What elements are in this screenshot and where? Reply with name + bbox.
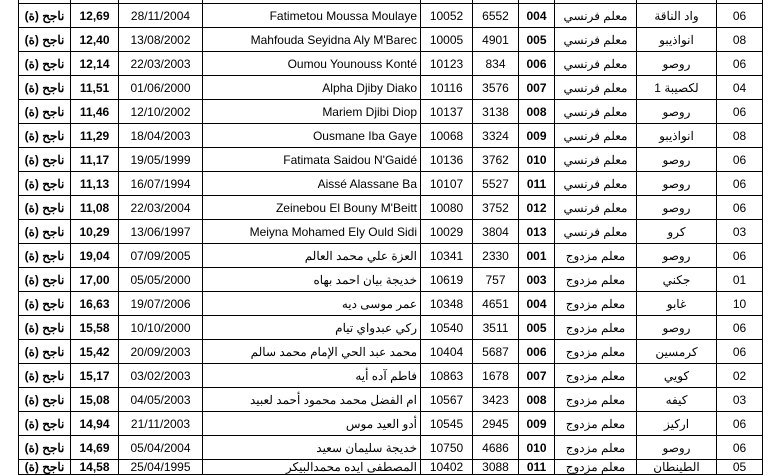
cell-score: 11,46 <box>71 100 119 124</box>
cell-num2: 4901 <box>473 28 519 52</box>
cell-center: روصو <box>637 316 717 340</box>
cell-type: معلم مزدوج <box>555 412 637 436</box>
cell-score: 11,51 <box>71 76 119 100</box>
table-row <box>19 28 763 52</box>
cell-score: 12,14 <box>71 52 119 76</box>
cell-date: 19/05/1999 <box>119 148 203 172</box>
cell-status: ناجح (ة) <box>19 172 71 196</box>
table-row <box>19 436 763 460</box>
cell-rank: 003 <box>519 268 555 292</box>
cell-status: ناجح (ة) <box>19 340 71 364</box>
cell-rank: 005 <box>519 28 555 52</box>
cell-type: معلم فرنسي <box>555 4 637 28</box>
cell-name: Oumou Younouss Konté <box>203 52 421 76</box>
cell-name: فاطم آده أيه <box>203 364 421 388</box>
table-row <box>19 124 763 148</box>
cell-num1: 10341 <box>421 244 473 268</box>
cell-date: 01/06/2000 <box>119 76 203 100</box>
cell-center: واد الناقة <box>637 4 717 28</box>
cell-center: روصو <box>637 148 717 172</box>
cell-date: 18/04/2003 <box>119 124 203 148</box>
cell-code: 01 <box>717 268 763 292</box>
cell-score: 11,08 <box>71 196 119 220</box>
cell-center: روصو <box>637 172 717 196</box>
cell-name: Alpha Djiby Diako <box>203 76 421 100</box>
cell-name: Fatimata Saidou N'Gaidé <box>203 148 421 172</box>
cell-code: 06 <box>717 100 763 124</box>
cell-num1: 10404 <box>421 340 473 364</box>
cell-status: ناجح (ة) <box>19 292 71 316</box>
cell-name: المصطفى ايده محمدالبيكر <box>203 460 421 475</box>
cell-center: روصو <box>637 52 717 76</box>
cell-type: معلم مزدوج <box>555 292 637 316</box>
cell-num2: 3423 <box>473 388 519 412</box>
cell-num1: 10080 <box>421 196 473 220</box>
cell-num1: 10029 <box>421 220 473 244</box>
cell-rank: 008 <box>519 388 555 412</box>
cell-status: ناجح (ة) <box>19 52 71 76</box>
cell-status: ناجح (ة) <box>19 460 71 475</box>
cell-score: 12,69 <box>71 4 119 28</box>
cell-type: معلم فرنسي <box>555 124 637 148</box>
cell-date: 05/05/2000 <box>119 268 203 292</box>
cell-score: 16,63 <box>71 292 119 316</box>
cell-name: Mariem Djibi Diop <box>203 100 421 124</box>
cell-num2: 3324 <box>473 124 519 148</box>
cell-num2: 3762 <box>473 148 519 172</box>
cell-num2: 4651 <box>473 292 519 316</box>
cell-date: 13/06/1997 <box>119 220 203 244</box>
cell-code: 06 <box>717 340 763 364</box>
cell-date: 22/03/2004 <box>119 196 203 220</box>
results-table-body <box>19 0 763 475</box>
cell-date: 03/02/2003 <box>119 364 203 388</box>
cell-score: 15,58 <box>71 316 119 340</box>
cell-num2: 1678 <box>473 364 519 388</box>
cell-name: خديجة بيان احمد بهاه <box>203 268 421 292</box>
cell-score: 15,17 <box>71 364 119 388</box>
cell-score: 17,00 <box>71 268 119 292</box>
cell-status: ناجح (ة) <box>19 148 71 172</box>
cell-score: 11,17 <box>71 148 119 172</box>
cell-num1: 10402 <box>421 460 473 475</box>
cell-status: ناجح (ة) <box>19 388 71 412</box>
cell-num1: 10619 <box>421 268 473 292</box>
cell-status: ناجح (ة) <box>19 244 71 268</box>
cell-num2: 3511 <box>473 316 519 340</box>
cell-type: معلم مزدوج <box>555 340 637 364</box>
cell-center: روصو <box>637 196 717 220</box>
cell-rank: 006 <box>519 340 555 364</box>
results-table <box>18 0 763 475</box>
cell-num2: 3088 <box>473 460 519 475</box>
cell-code: 06 <box>717 316 763 340</box>
cell-type: معلم فرنسي <box>555 76 637 100</box>
cell-score: 14,58 <box>71 460 119 475</box>
cell-score: 11,29 <box>71 124 119 148</box>
cell-type: معلم مزدوج <box>555 364 637 388</box>
cell-type: معلم فرنسي <box>555 196 637 220</box>
table-row <box>19 196 763 220</box>
cell-center: روصو <box>637 244 717 268</box>
cell-status: ناجح (ة) <box>19 4 71 28</box>
cell-status: ناجح (ة) <box>19 124 71 148</box>
cell-name: ركي عبدواي تيام <box>203 316 421 340</box>
cell-num2: 4686 <box>473 436 519 460</box>
cell-rank: 009 <box>519 412 555 436</box>
cell-rank: 011 <box>519 460 555 475</box>
cell-status: ناجح (ة) <box>19 100 71 124</box>
cell-code: 06 <box>717 244 763 268</box>
cell-score: 15,08 <box>71 388 119 412</box>
cell-center: اركيز <box>637 412 717 436</box>
cell-center: كرو <box>637 220 717 244</box>
cell-code: 06 <box>717 196 763 220</box>
cell-name: محمد عبد الحي الإمام محمد سالم <box>203 340 421 364</box>
cell-num1: 10540 <box>421 316 473 340</box>
cell-rank: 010 <box>519 148 555 172</box>
cell-name: Meiyna Mohamed Ely Ould Sidi <box>203 220 421 244</box>
cell-date: 21/11/2003 <box>119 412 203 436</box>
cell-type: معلم مزدوج <box>555 316 637 340</box>
cell-num2: 2945 <box>473 412 519 436</box>
cell-center: كيفه <box>637 388 717 412</box>
table-row <box>19 244 763 268</box>
cell-center: انواذيبو <box>637 28 717 52</box>
cell-type: معلم مزدوج <box>555 460 637 475</box>
table-row <box>19 292 763 316</box>
cell-type: معلم مزدوج <box>555 244 637 268</box>
cell-date: 25/04/1995 <box>119 460 203 475</box>
cell-num1: 10348 <box>421 292 473 316</box>
cell-date: 10/10/2000 <box>119 316 203 340</box>
cell-name: العزة علي محمد العالم <box>203 244 421 268</box>
cell-type: معلم فرنسي <box>555 220 637 244</box>
cell-center: كويي <box>637 364 717 388</box>
cell-num1: 10567 <box>421 388 473 412</box>
cell-num1: 10123 <box>421 52 473 76</box>
cell-num2: 5687 <box>473 340 519 364</box>
cell-status: ناجح (ة) <box>19 316 71 340</box>
cell-name: Zeinebou El Bouny M'Beitt <box>203 196 421 220</box>
cell-status: ناجح (ة) <box>19 220 71 244</box>
cell-score: 14,94 <box>71 412 119 436</box>
cell-name: عمر موسى ديه <box>203 292 421 316</box>
cell-date: 12/10/2002 <box>119 100 203 124</box>
cell-center: كرمسين <box>637 340 717 364</box>
cell-status: ناجح (ة) <box>19 436 71 460</box>
table-row <box>19 100 763 124</box>
cell-rank: 012 <box>519 196 555 220</box>
cell-name: Aissé Alassane Ba <box>203 172 421 196</box>
cell-type: معلم مزدوج <box>555 268 637 292</box>
cell-rank: 013 <box>519 220 555 244</box>
cell-num1: 10750 <box>421 436 473 460</box>
cell-type: معلم فرنسي <box>555 148 637 172</box>
cell-center: الطينطان <box>637 460 717 475</box>
cell-date: 13/08/2002 <box>119 28 203 52</box>
cell-rank: 007 <box>519 76 555 100</box>
table-row <box>19 388 763 412</box>
table-row <box>19 316 763 340</box>
cell-num1: 10068 <box>421 124 473 148</box>
cell-code: 06 <box>717 172 763 196</box>
cell-code: 08 <box>717 124 763 148</box>
table-row <box>19 52 763 76</box>
cell-type: معلم فرنسي <box>555 52 637 76</box>
cell-num2: 3752 <box>473 196 519 220</box>
cell-num1: 10052 <box>421 4 473 28</box>
cell-center: روصو <box>637 436 717 460</box>
cell-date: 07/09/2005 <box>119 244 203 268</box>
table-row <box>19 172 763 196</box>
cell-num2: 3576 <box>473 76 519 100</box>
cell-num2: 2330 <box>473 244 519 268</box>
cell-name: Mahfouda Seyidna Aly M'Barec <box>203 28 421 52</box>
cell-num1: 10545 <box>421 412 473 436</box>
cell-date: 19/07/2006 <box>119 292 203 316</box>
cell-type: معلم فرنسي <box>555 100 637 124</box>
cell-code: 03 <box>717 388 763 412</box>
cell-code: 06 <box>717 412 763 436</box>
cell-score: 19,04 <box>71 244 119 268</box>
cell-num1: 10136 <box>421 148 473 172</box>
cell-date: 04/05/2003 <box>119 388 203 412</box>
table-row <box>19 460 763 475</box>
table-row <box>19 364 763 388</box>
cell-num1: 10005 <box>421 28 473 52</box>
cell-name: Ousmane Iba Gaye <box>203 124 421 148</box>
cell-score: 11,13 <box>71 172 119 196</box>
cell-code: 03 <box>717 220 763 244</box>
cell-center: غابو <box>637 292 717 316</box>
cell-rank: 001 <box>519 244 555 268</box>
cell-num2: 757 <box>473 268 519 292</box>
cell-status: ناجح (ة) <box>19 76 71 100</box>
cell-score: 14,69 <box>71 436 119 460</box>
cell-type: معلم مزدوج <box>555 436 637 460</box>
cell-name: Fatimetou Moussa Moulaye <box>203 4 421 28</box>
cell-code: 08 <box>717 28 763 52</box>
cell-center: لكصيبة 1 <box>637 76 717 100</box>
cell-num2: 3804 <box>473 220 519 244</box>
cell-date: 28/11/2004 <box>119 4 203 28</box>
cell-name: خديجة سليمان سعيد <box>203 436 421 460</box>
cell-rank: 010 <box>519 436 555 460</box>
cell-code: 06 <box>717 4 763 28</box>
cell-status: ناجح (ة) <box>19 196 71 220</box>
cell-date: 20/09/2003 <box>119 340 203 364</box>
cell-score: 12,40 <box>71 28 119 52</box>
cell-num2: 5527 <box>473 172 519 196</box>
cell-code: 05 <box>717 460 763 475</box>
cell-date: 16/07/1994 <box>119 172 203 196</box>
cell-status: ناجح (ة) <box>19 268 71 292</box>
cell-num2: 6552 <box>473 4 519 28</box>
table-row <box>19 4 763 28</box>
cell-center: انواذيبو <box>637 124 717 148</box>
cell-rank: 004 <box>519 292 555 316</box>
cell-rank: 009 <box>519 124 555 148</box>
table-row <box>19 340 763 364</box>
cell-name: أدو العيد موس <box>203 412 421 436</box>
cell-num1: 10107 <box>421 172 473 196</box>
cell-score: 15,42 <box>71 340 119 364</box>
table-row <box>19 268 763 292</box>
cell-type: معلم مزدوج <box>555 388 637 412</box>
cell-num2: 3138 <box>473 100 519 124</box>
cell-score: 10,29 <box>71 220 119 244</box>
cell-name: ام الفضل محمد محمود أحمد لعبيد <box>203 388 421 412</box>
cell-num1: 10863 <box>421 364 473 388</box>
table-row <box>19 76 763 100</box>
cell-code: 06 <box>717 148 763 172</box>
cell-code: 02 <box>717 364 763 388</box>
table-row <box>19 220 763 244</box>
cell-status: ناجح (ة) <box>19 412 71 436</box>
cell-rank: 011 <box>519 172 555 196</box>
cell-code: 06 <box>717 52 763 76</box>
cell-status: ناجح (ة) <box>19 364 71 388</box>
cell-code: 10 <box>717 292 763 316</box>
cell-num1: 10137 <box>421 100 473 124</box>
cell-rank: 008 <box>519 100 555 124</box>
cell-rank: 006 <box>519 52 555 76</box>
cell-rank: 007 <box>519 364 555 388</box>
cell-type: معلم فرنسي <box>555 28 637 52</box>
cell-code: 06 <box>717 436 763 460</box>
cell-rank: 004 <box>519 4 555 28</box>
cell-center: روصو <box>637 100 717 124</box>
cell-status: ناجح (ة) <box>19 28 71 52</box>
cell-date: 05/04/2004 <box>119 436 203 460</box>
table-row <box>19 412 763 436</box>
cell-code: 04 <box>717 76 763 100</box>
cell-num1: 10116 <box>421 76 473 100</box>
cell-rank: 005 <box>519 316 555 340</box>
cell-type: معلم فرنسي <box>555 172 637 196</box>
table-row <box>19 148 763 172</box>
cell-center: جكني <box>637 268 717 292</box>
cell-date: 22/03/2003 <box>119 52 203 76</box>
cell-num2: 834 <box>473 52 519 76</box>
